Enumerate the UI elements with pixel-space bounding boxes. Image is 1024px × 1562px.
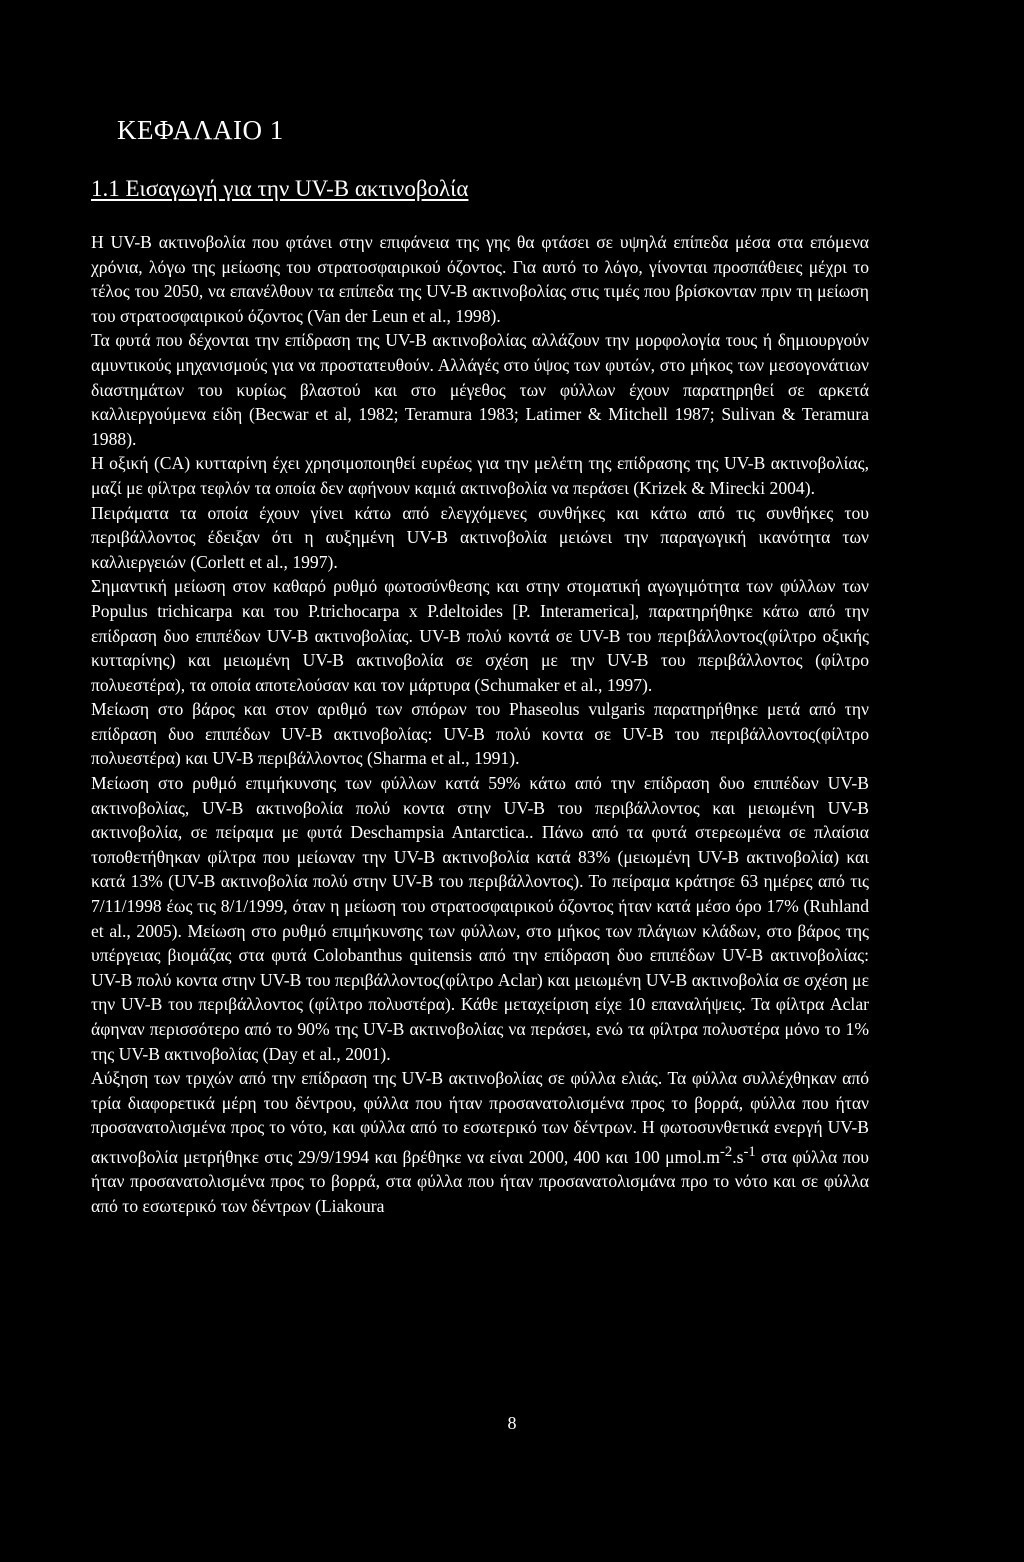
unit-exponent: -2 — [720, 1143, 733, 1160]
unit-separator: .s — [732, 1146, 744, 1167]
paragraph: Πειράματα τα οποία έχουν γίνει κάτω από ελεγχόμενες συνθήκες και κάτω από τις συνθήκες του περιβάλλοντος έδειξαν ότι η αυξημένη UV-B ακτινοβολία μειώνει την παραγωγική ικανότητα των καλλιεργειών (Corlett et al., 1997). — [91, 502, 869, 572]
paragraph: Τα φυτά που δέχονται την επίδραση της UV-B ακτινοβολίας αλλάζουν την μορφολογία τους ή δημιουργούν αμυντικούς μηχανισμούς για να προστατευθούν. Αλλάγές στο ύψος των φυτών, στο μήκος των μεσογονάτιων διαστημάτων του κυρίως βλαστού και στο μέγεθος των φύλλων έχουν παρατηρηθεί σε αρκετά καλλιεργούμενα είδη (Becwar et al, 1982; Teramura 1983; Latimer & Mitchell 1987; Sulivan & Teramura 1988). — [91, 330, 869, 449]
paragraph: Μείωση στο βάρος και στον αριθμό των σπόρων του Phaseolus vulgaris παρατηρήθηκε μετά από την επίδραση δυο επιπέδων UV-B ακτινοβολίας: UV-B πολύ κοντα σε UV-B του περιβάλλοντος(φίλτρο πολυεστέρα) και UV-B περιβάλλοντος (Sharma et al., 1991). — [91, 699, 869, 769]
paragraph-text-after-units: στα φύλλα που ήταν προσανατολισμένα προς το βορρά, στα φύλλα που ήταν προσανατολισμάνα προ το νότο και σε φύλλα από το εσωτερικό των δέντρων (Liakoura — [91, 1146, 869, 1217]
paragraph: Η UV-B ακτινοβολία που φτάνει στην επιφάνεια της γης θα φτάσει σε υψηλά επίπεδα μέσα στα επόμενα χρόνια, λόγω της μείωσης του στρατοσφαιρικού όζοντος. Για αυτό το λόγο, γίνονται προσπάθειες μέχρι το τέλος του 2050, να επανέλθουν τα επίπεδα της UV-B ακτινοβολίας στις τιμές που βρίσκονταν πριν τη μείωση του στρατοσφαιρικού όζοντος (Van der Leun et al., 1998). — [91, 232, 869, 326]
paragraph-last — [91, 1066, 869, 1218]
chapter-title: ΚΕΦΑΛΑΙΟ 1 — [117, 115, 284, 145]
paragraph-text-before-units: Αύξηση των τριχών από την επίδραση της UV-B ακτινοβολίας σε φύλλα ελιάς. Τα φύλλα συλλέχθηκαν από τρία διαφορετικά μέρη του δέντρου, φύλλα που ήταν προσανατολισμένα προς το βορρά, φύλλα που ήταν προσανατολισμένα προς το νότο, και φύλλα από το εσωτερικό των δέντρων. Η φωτοσυνθετικά ενεργή UV-B ακτινοβολία μετρήθηκε στις 29/9/1994 και βρέθηκε να είναι 2000, 400 και 100 μmol.m — [91, 1068, 869, 1167]
paragraph: Σημαντική μείωση στον καθαρό ρυθμό φωτοσύνθεσης και στην στοματική αγωγιμότητα των φύλλων των Populus trichicarpa και του P.trichocarpa x P.deltoides [P. Interamerica], παρατηρήθηκε κάτω από την επίδραση δυο επιπέδων UV-B ακτινοβολίας. UV-B πολύ κοντά σε UV-B του περιβάλλοντος(φίλτρο οξικής κυτταρίνης) και μειωμένη UV-B ακτινοβολία σε σχέση με την UV-B του περιβάλλοντος (φίλτρο πολυεστέρα), τα οποία αποτελούσαν και τον μάρτυρα (Schumaker et al., 1997). — [91, 576, 869, 695]
section-heading: 1.1 Εισαγωγή για την UV-B ακτινοβολία — [91, 176, 469, 201]
unit-exponent: -1 — [743, 1143, 756, 1160]
paragraph: Μείωση στο ρυθμό επιμήκυνσης των φύλλων κατά 59% κάτω από την επίδραση δυο επιπέδων UV-B ακτινοβολίας, UV-B ακτινοβολία πολύ κοντα στην UV-B του περιβάλλοντος και μειωμένη UV-B ακτινοβολία, σε πείραμα με φυτά Deschampsia Antarctica.. Πάνω από τα φυτά στερεωμένα σε πλαίσια τοποθετήθηκαν φίλτρα που μείωναν την UV-B ακτινοβολία κατά 83% (μειωμένη UV-B ακτινοβολία) και κατά 13% (UV-B ακτινοβολία πολύ στην UV-B του περιβάλλοντος). Το πείραμα κράτησε 63 ημέρες από τις 7/11/1998 έως τις 8/1/1999, όταν η μείωση του στρατοσφαιρικού όζοντος ήταν κατά μέσο όρο 17% (Ruhland et al., 2005). Μείωση στο ρυθμό επιμήκυνσης των φύλλων, στο μήκος των πλάγιων κλάδων, στο βάρος της υπέργειας βιομάζας στα φυτά Colobanthus quitensis από την επίδραση δυο επιπέδων UV-B ακτινοβολίας: UV-B πολύ κοντα στην UV-B του περιβάλλοντος(φίλτρο Aclar) και μειωμένη UV-B ακτινοβολία σε σχέση με την UV-B του περιβάλλοντος (φίλτρο πολυστέρα). Κάθε μεταχείριση είχε 10 επαναλήψεις. Τα φίλτρα Aclar άφηναν περισσότερο από το 90% της UV-B ακτινοβολίας να περάσει, ενώ τα φίλτρα πολυστέρα μόνο το 1% της UV-B ακτινοβολίας (Day et al., 2001). — [91, 773, 869, 1064]
page-number: 8 — [507, 1413, 517, 1433]
body-text — [91, 230, 869, 1219]
paragraph: Η οξική (CA) κυτταρίνη έχει χρησιμοποιηθεί ευρέως για την μελέτη της επίδρασης της UV-B ακτινοβολίας, μαζί με φίλτρα τεφλόν τα οποία δεν αφήνουν καμιά ακτινοβολία να περάσει (Krizek & Mirecki 2004). — [91, 453, 869, 498]
